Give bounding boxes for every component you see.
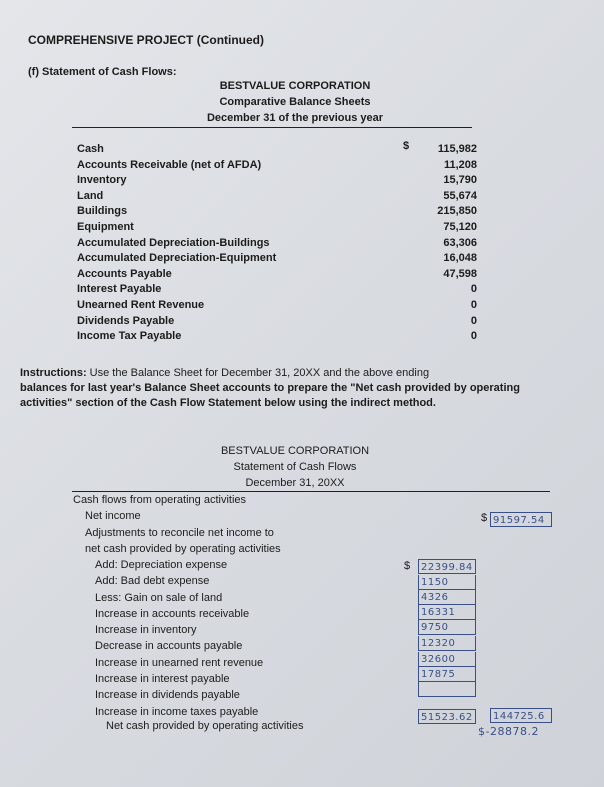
bs-row-label: Equipment [77, 220, 134, 233]
cf-item-label: Increase in interest payable [95, 673, 230, 686]
bs-row [77, 329, 477, 345]
cf-item-label: Increase in dividends payable [95, 689, 240, 702]
item-input-accounts-receivable[interactable]: 16331 [418, 605, 476, 620]
bs-row [77, 251, 477, 267]
bs-row-label: Land [77, 189, 104, 202]
cf-net-income-label: Net income [85, 510, 141, 522]
item-input-depreciation[interactable]: 22399.84 [418, 559, 476, 574]
bs-row-label: Accounts Payable [77, 267, 172, 280]
item-input-bad-debt[interactable]: 1150 [418, 575, 476, 590]
bs-row-value: 15,790 [443, 174, 477, 187]
cf-items-currency: $ [404, 560, 411, 572]
bs-date: December 31 of the previous year [206, 112, 384, 124]
cf-title: Statement of Cash Flows [233, 461, 357, 473]
bs-header-rule [72, 127, 472, 128]
item-input-income-taxes[interactable]: 51523.62 [418, 709, 476, 724]
bs-row-value: 215,850 [437, 205, 477, 218]
bs-row [77, 220, 477, 236]
bs-row-value: 55,674 [443, 189, 477, 202]
bs-row-value: 0 [470, 283, 477, 296]
bs-row [77, 142, 477, 158]
bs-title: Comparative Balance Sheets [219, 96, 371, 108]
bs-row-value: 11,208 [443, 158, 477, 171]
bs-row-value: 47,598 [443, 267, 477, 280]
bs-row-label: Accounts Receivable (net of AFDA) [77, 158, 262, 171]
cf-net-cash-label: Net cash provided by operating activities [106, 720, 304, 732]
item-input-accounts-payable[interactable]: 12320 [418, 636, 476, 651]
item-input-unearned-rent[interactable]: 32600 [418, 652, 476, 667]
bs-row [77, 298, 477, 314]
cf-item-label: Increase in income taxes payable [95, 705, 259, 718]
bs-row [77, 204, 477, 220]
bs-row [77, 189, 477, 205]
bs-row [77, 267, 477, 283]
instructions [20, 366, 520, 411]
bs-row-value: 0 [470, 314, 477, 327]
item-input-dividends-payable[interactable] [418, 682, 476, 697]
cf-items [95, 557, 400, 720]
bs-company: BESTVALUE CORPORATION [219, 80, 371, 92]
bs-row-label: Accumulated Depreciation-Equipment [77, 252, 277, 265]
cf-item-label: Increase in inventory [95, 624, 197, 637]
bs-row [77, 282, 477, 298]
cf-item-label: Less: Gain on sale of land [95, 591, 223, 604]
instructions-line3: activities" section of the Cash Flow Statement below using the indirect method. [20, 397, 436, 409]
page-title: COMPREHENSIVE PROJECT (Continued) [28, 33, 265, 47]
bs-row-label: Inventory [77, 174, 127, 187]
cf-item-label: Add: Bad debt expense [95, 575, 210, 588]
bs-row-label: Dividends Payable [77, 314, 175, 327]
instructions-line2: balances for last year's Balance Sheet accounts to prepare the "Net cash provided by operating [20, 382, 520, 394]
instructions-line1: Use the Balance Sheet for December 31, 20XX and the above ending [86, 367, 430, 379]
cf-item-label: Decrease in accounts payable [95, 640, 243, 653]
bs-row-value: 115,982 [437, 143, 477, 155]
cf-company: BESTVALUE CORPORATION [220, 445, 370, 457]
bs-row-value: 0 [470, 330, 477, 343]
total-adjustments-input[interactable]: 144725.6 [490, 708, 552, 723]
bs-row-label: Income Tax Payable [77, 330, 182, 343]
cf-section-label: Cash flows from operating activities [73, 494, 247, 506]
bs-row [77, 173, 477, 189]
bs-row-label: Cash [77, 143, 104, 155]
net-cash-value[interactable]: $-28878.2 [478, 725, 539, 738]
bs-row-value: 63,306 [443, 236, 477, 249]
item-input-interest-payable[interactable]: 17875 [418, 667, 476, 682]
section-label: (f) Statement of Cash Flows: [28, 66, 177, 78]
cf-net-income-currency: $ [481, 512, 488, 524]
bs-row-label: Unearned Rent Revenue [77, 298, 205, 311]
item-input-gain-land[interactable]: 4326 [418, 590, 476, 605]
bs-row-value: 0 [470, 298, 477, 311]
cf-item-label: Add: Depreciation expense [95, 559, 228, 571]
bs-row-label: Accumulated Depreciation-Buildings [77, 236, 270, 249]
bs-row [77, 314, 477, 330]
cf-item-label: Increase in unearned rent revenue [95, 656, 264, 669]
bs-row [77, 158, 477, 174]
bs-row-label: Interest Payable [77, 283, 162, 296]
bs-currency: $ [403, 140, 410, 152]
instructions-label: Instructions: [20, 367, 87, 379]
bs-rows [77, 142, 477, 345]
net-income-input[interactable]: 91597.54 [490, 512, 552, 527]
bs-row-value: 75,120 [443, 220, 477, 233]
cf-adj-line2: net cash provided by operating activities [85, 543, 281, 555]
bs-row [77, 236, 477, 252]
bs-row-label: Buildings [77, 205, 128, 218]
cf-adj-line1: Adjustments to reconcile net income to [85, 527, 274, 539]
cf-item-label: Increase in accounts receivable [95, 607, 250, 620]
cf-date: December 31, 20XX [245, 477, 345, 489]
bs-row-value: 16,048 [443, 252, 477, 265]
item-input-inventory[interactable]: 9750 [418, 620, 476, 635]
